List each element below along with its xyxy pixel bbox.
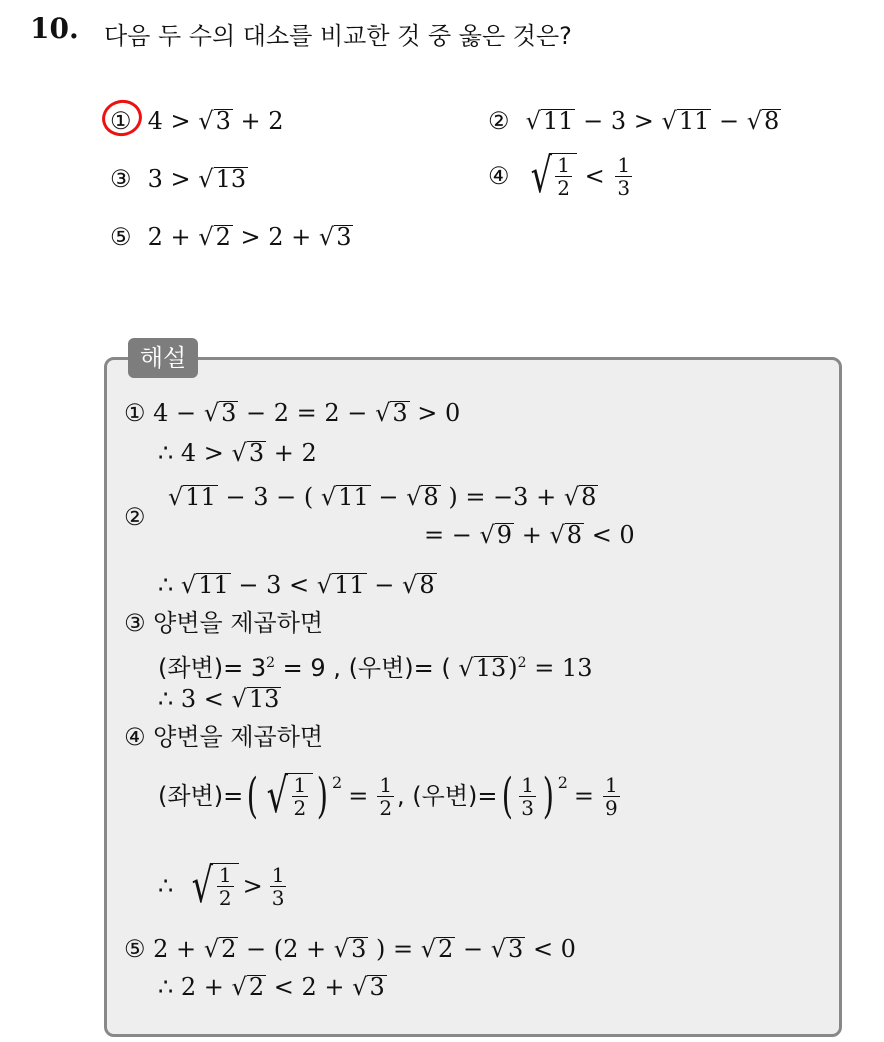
expr-part: =: [573, 782, 595, 810]
fraction: [292, 774, 309, 819]
option-3[interactable]: [110, 164, 248, 194]
numerator: 1: [271, 862, 285, 887]
expr-part: ) = −3 +: [448, 483, 557, 511]
numerator: 1: [617, 152, 631, 177]
solution-1-line-1: [124, 398, 460, 428]
expr-part: − 3 − (: [225, 483, 314, 511]
expr-part: − 3 >: [583, 107, 654, 135]
radicand: 3: [508, 935, 524, 963]
expr-part: −: [374, 571, 395, 599]
option-number: ②: [488, 107, 510, 135]
denominator: 2: [218, 886, 232, 910]
sqrt-symbol: √: [320, 483, 337, 511]
expr-part: 3 >: [147, 165, 191, 193]
sqrt-symbol: √: [231, 439, 247, 467]
expr-part: < 2 +: [273, 973, 345, 1001]
expr-part: < 0: [591, 521, 635, 549]
expr-part: (좌변)=: [158, 782, 244, 810]
sqrt-symbol: √: [549, 521, 565, 549]
sqrt-fraction: [187, 858, 238, 914]
expr-part: (좌변)= 3: [158, 654, 267, 682]
radicand: 11: [338, 483, 369, 511]
sqrt-symbol: √: [746, 107, 763, 135]
expr-part: < 0: [532, 935, 576, 963]
sqrt-symbol: √: [191, 858, 214, 914]
expr-part: 2 +: [147, 223, 191, 251]
expr-part: − (2 +: [246, 935, 327, 963]
solution-3-line-2: [158, 684, 281, 714]
radicand: 11: [678, 107, 710, 135]
sqrt-symbol: √: [316, 571, 333, 599]
right-paren: ): [542, 768, 554, 824]
expr-part: +: [521, 521, 542, 549]
expr-part: + 2: [240, 107, 284, 135]
radicand: 13: [215, 165, 247, 193]
radicand: 8: [566, 521, 583, 549]
expr-part: −: [378, 483, 399, 511]
right-paren: ): [317, 768, 329, 824]
sqrt-symbol: √: [198, 107, 214, 135]
denominator: 2: [379, 795, 393, 820]
sqrt-symbol: √: [375, 399, 391, 427]
radicand: 13: [475, 654, 507, 682]
sqrt-symbol: √: [530, 148, 552, 204]
radicand: 3: [221, 399, 237, 427]
solution-2-line-2: [424, 520, 635, 550]
denominator: 3: [617, 175, 631, 200]
radicand: 3: [369, 973, 385, 1001]
numerator: 1: [379, 772, 393, 797]
radicand: 13: [248, 685, 280, 713]
expr-part: > 0: [417, 399, 461, 427]
solution-4-heading: ④ 양변을 제곱하면: [124, 723, 324, 751]
sqrt-symbol: √: [563, 483, 580, 511]
left-paren: (: [501, 768, 513, 824]
fraction: [615, 154, 632, 199]
solution-3-line-1: [158, 648, 592, 683]
expr-part: −: [719, 107, 740, 135]
step-number: ①: [124, 399, 146, 427]
radicand: 2: [215, 223, 231, 251]
expr-part: 4 −: [153, 399, 197, 427]
fraction: [555, 154, 572, 199]
exponent: 2: [266, 655, 276, 671]
solution-3-heading: ③ 양변을 제곱하면: [124, 609, 324, 637]
expr-part: − 3 <: [238, 571, 310, 599]
expr-part: ∴ 2 +: [158, 973, 224, 1001]
sqrt-symbol: √: [198, 165, 214, 193]
numerator: 1: [605, 772, 618, 797]
expr-part: = 9 , (우변)= (: [282, 654, 451, 682]
question-text: 다음 두 수의 대소를 비교한 것 중 옳은 것은?: [104, 22, 572, 50]
fraction: [217, 864, 234, 909]
sqrt-symbol: √: [352, 973, 368, 1001]
solution-4-line-1: [158, 768, 623, 824]
expr-part: = 13: [534, 654, 593, 682]
expr-part: > 2 +: [240, 223, 312, 251]
radicand: 2: [248, 973, 265, 1001]
radicand: 8: [581, 483, 597, 511]
radicand: 8: [764, 107, 780, 135]
sqrt-symbol: √: [406, 483, 422, 511]
radicand: [550, 153, 577, 199]
expr-part: = −: [424, 521, 472, 549]
sqrt-symbol: √: [231, 973, 247, 1001]
sqrt-symbol: √: [490, 935, 507, 963]
denominator: 9: [605, 795, 618, 820]
expr-part: ∴: [158, 872, 174, 900]
sqrt-symbol: √: [318, 223, 335, 251]
sqrt-symbol: √: [479, 521, 495, 549]
radicand: 3: [248, 439, 265, 467]
option-2[interactable]: [488, 106, 781, 136]
radicand: [287, 773, 314, 819]
radicand: 2: [221, 935, 237, 963]
solution-4-line-2: [158, 858, 289, 914]
radicand: 8: [419, 571, 435, 599]
numerator: 1: [218, 863, 232, 887]
radicand: 11: [542, 107, 574, 135]
sqrt-symbol: √: [180, 571, 197, 599]
fraction: [603, 774, 620, 819]
radicand: 3: [336, 223, 352, 251]
sqrt-symbol: √: [420, 935, 437, 963]
left-paren: (: [246, 768, 259, 824]
option-1[interactable]: [110, 106, 284, 136]
sqrt-symbol: √: [458, 654, 474, 682]
radicand: 9: [496, 521, 513, 549]
sqrt-symbol: √: [525, 107, 541, 135]
sqrt-symbol: √: [402, 571, 418, 599]
solution-2-line-1: [168, 482, 598, 512]
expr-part: <: [584, 162, 605, 190]
sqrt-symbol: √: [231, 685, 247, 713]
expr-part: ∴ 3 <: [158, 685, 224, 713]
denominator: 2: [293, 796, 307, 820]
sqrt-symbol: √: [266, 768, 288, 824]
sqrt-symbol: √: [168, 483, 184, 511]
expr-part: − 2 = 2 −: [246, 399, 368, 427]
expr-part: >: [242, 872, 263, 900]
radicand: 3: [392, 399, 408, 427]
option-number: ④: [488, 162, 510, 190]
sqrt-symbol: √: [198, 223, 214, 251]
sqrt-symbol: √: [203, 935, 220, 963]
step-number: ⑤: [124, 935, 146, 963]
solution-label: 해설: [128, 338, 198, 378]
radicand: [212, 863, 239, 909]
fraction: [377, 774, 394, 819]
option-number: ③: [110, 165, 132, 193]
radicand: 3: [351, 935, 367, 963]
option-number: ⑤: [110, 223, 132, 251]
option-5[interactable]: [110, 222, 353, 252]
numerator: 1: [521, 772, 534, 797]
option-4[interactable]: [488, 148, 635, 204]
option-number: ①: [110, 107, 132, 135]
sqrt-symbol: √: [203, 399, 220, 427]
sqrt-symbol: √: [661, 107, 677, 135]
radicand: 2: [438, 935, 454, 963]
radicand: 8: [423, 483, 439, 511]
expr-part: =: [348, 782, 369, 810]
numerator: 1: [293, 773, 307, 797]
expr-part: ∴: [158, 571, 174, 599]
exponent: 2: [517, 655, 527, 671]
radicand: 11: [198, 571, 229, 599]
sqrt-symbol: √: [333, 935, 350, 963]
fraction: [270, 864, 287, 909]
sqrt-fraction: [262, 768, 313, 824]
expr-part: 4 >: [147, 107, 191, 135]
solution-5-line-2: [158, 972, 387, 1002]
sqrt-fraction: [526, 148, 577, 204]
solution-2-line-3: [158, 570, 437, 600]
radicand: 3: [215, 107, 231, 135]
expr-part: , (우변)=: [397, 782, 498, 810]
fraction: [519, 774, 536, 819]
expr-part: 2 +: [153, 935, 197, 963]
solution-1-line-2: [158, 438, 317, 468]
exponent: 2: [332, 773, 343, 792]
question-number: 10.: [30, 12, 79, 45]
expr-part: ∴ 4 >: [158, 439, 224, 467]
expr-part: −: [462, 935, 484, 963]
radicand: 11: [334, 571, 365, 599]
denominator: 2: [557, 176, 570, 200]
expr-part: ) =: [376, 935, 414, 963]
denominator: 3: [521, 795, 534, 820]
expr-part: + 2: [273, 439, 317, 467]
solution-5-line-1: [124, 934, 576, 964]
expr-part: ): [508, 654, 518, 682]
solution-2-number: ②: [124, 503, 146, 531]
numerator: 1: [557, 153, 570, 177]
radicand: 11: [185, 483, 216, 511]
exponent: 2: [557, 773, 568, 792]
denominator: 3: [271, 885, 285, 910]
